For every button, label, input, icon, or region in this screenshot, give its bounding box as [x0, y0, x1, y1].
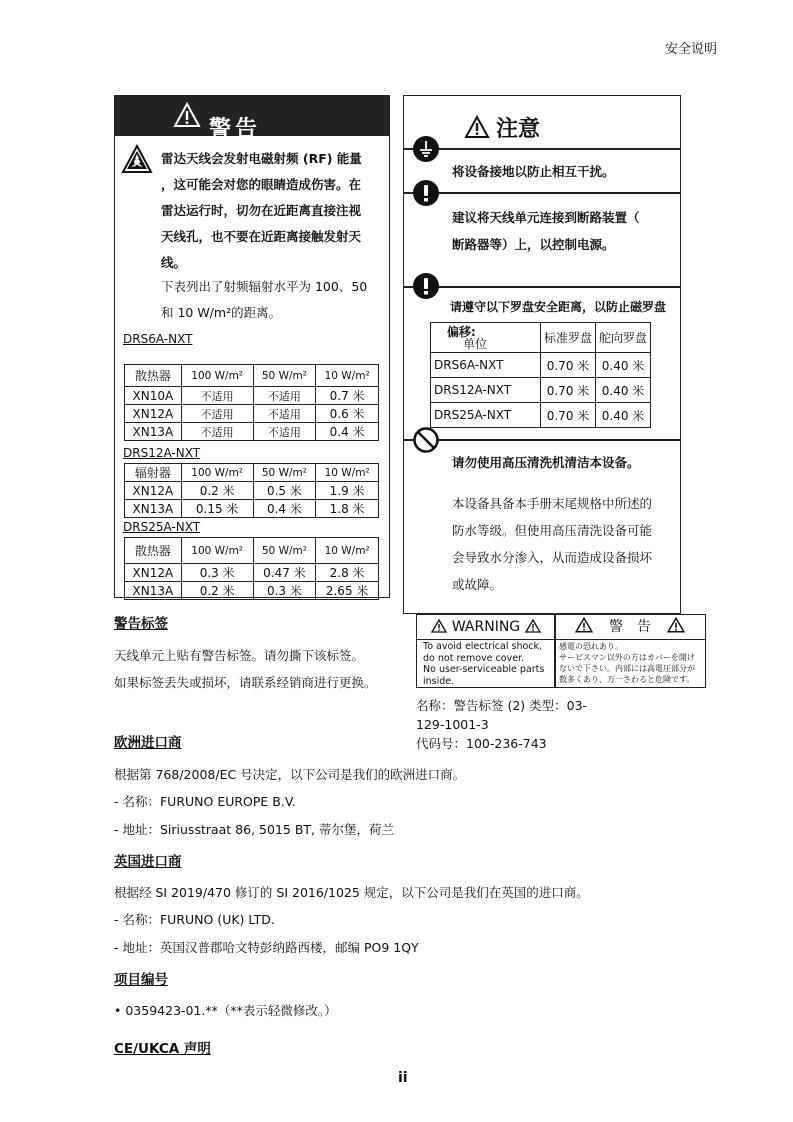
td: 0.47 米 [253, 564, 316, 582]
th: 10 W/m² [316, 538, 379, 564]
td: 0.40 米 [596, 403, 651, 428]
divider [403, 286, 681, 288]
warning-label-jp [554, 614, 706, 688]
warning-triangle-icon [431, 619, 447, 633]
td: 0.70 米 [541, 403, 596, 428]
caution-box [403, 95, 681, 614]
td: 0.70 米 [541, 378, 596, 403]
divider [403, 192, 681, 194]
distance-note [161, 274, 383, 326]
label-jp-line: 数多くあり、万一さわると危険です。 [559, 675, 695, 684]
td: XN10A [125, 387, 182, 405]
td: 1.8 米 [316, 500, 379, 518]
uk-line: - 名称：FURUNO (UK) LTD. [114, 912, 275, 927]
model-label: DRS25A-NXT [123, 520, 201, 534]
td: 1.9 米 [316, 482, 379, 500]
td: 0.3 米 [253, 582, 316, 600]
label-en-head [417, 615, 555, 640]
td: 0.70 米 [541, 353, 596, 378]
unit-label: 单位 [463, 336, 488, 351]
page-number: ii [398, 1070, 408, 1086]
warning-label-en [416, 614, 556, 688]
caution-title-text: 注意 [496, 117, 541, 142]
th: 100 W/m² [181, 464, 253, 482]
exclamation-icon [413, 180, 439, 206]
td: 0.4 米 [253, 500, 316, 518]
th: 10 W/m² [316, 464, 379, 482]
caution-title [464, 112, 540, 143]
td: XN12A [125, 564, 182, 582]
eu-importer-heading: 欧洲进口商 [114, 735, 182, 751]
eu-line: 根据第 768/2008/EC 号决定，以下公司是我们的欧洲进口商。 [114, 767, 466, 782]
label-info-line: 代码号：100-236-743 [416, 736, 547, 751]
td: 0.15 米 [181, 500, 253, 518]
rf-table-drs12a [124, 463, 379, 518]
caution-line: 防水等级。但使用高压清洗设备可能 [452, 523, 653, 538]
td: 0.3 米 [181, 564, 253, 582]
td: 0.2 米 [181, 482, 253, 500]
label-en-line: To avoid electrical shock, [423, 641, 543, 652]
warning-line: 雷达运行时，切勿在近距离直接注视 [161, 203, 362, 218]
label-en-title: WARNING [451, 619, 521, 635]
caution-washer-detail [452, 490, 680, 598]
td: DRS25A-NXT [431, 403, 541, 428]
th: 辐射器 [125, 464, 182, 482]
td: 不适用 [181, 387, 253, 405]
td: 不适用 [253, 387, 316, 405]
warning-triangle-icon [575, 617, 593, 633]
eu-line: - 名称：FURUNO EUROPE B.V. [114, 794, 296, 809]
td: XN12A [125, 482, 182, 500]
warning-line: 雷达天线会发射电磁射频 (RF) 能量 [161, 151, 362, 166]
th: 50 W/m² [253, 365, 316, 387]
label-jp-line: サービスマン以外の方はカバーを開け [559, 653, 695, 662]
caution-washer-text: 请勿使用高压清洗机清洁本设备。 [452, 455, 640, 470]
label-en-line: do not remove cover. [423, 652, 525, 664]
warning-label-heading: 警告标签 [114, 616, 168, 632]
td: XN13A [125, 500, 182, 518]
td: XN13A [125, 582, 182, 600]
td: XN12A [125, 405, 182, 423]
radiation-hazard-icon [121, 144, 153, 174]
caution-compass-text: 请遵守以下罗盘安全距离，以防止磁罗盘 [450, 300, 667, 314]
offset-label: 偏移: [447, 324, 476, 339]
td: 0.6 米 [316, 405, 379, 423]
caution-breaker-text [452, 204, 680, 258]
label-jp-line: 感電の恐れあり。 [559, 642, 623, 651]
td: 不适用 [253, 405, 316, 423]
td: DRS12A-NXT [431, 378, 541, 403]
ground-icon [413, 136, 439, 162]
uk-line: 根据经 SI 2019/470 修订的 SI 2016/1025 规定，以下公司是我们在英国的进口商。 [114, 885, 589, 900]
td: 0.2 米 [181, 582, 253, 600]
td: 0.4 米 [316, 423, 379, 441]
caution-line: 建议将天线单元连接到断路装置（ [452, 210, 640, 225]
td: 不适用 [181, 423, 253, 441]
rf-table-drs6a [124, 364, 379, 441]
label-info-line: 129-1001-3 [416, 717, 489, 732]
th: 10 W/m² [316, 365, 379, 387]
th: 50 W/m² [253, 464, 316, 482]
ce-ukca-heading: CE/UKCA 声明 [114, 1041, 211, 1057]
uk-line: - 地址：英国汉普郡哈文特彭纳路西楼，邮编 PO9 1QY [114, 940, 419, 955]
label-jp-body [559, 641, 695, 685]
td: 2.65 米 [316, 582, 379, 600]
td: 0.7 米 [316, 387, 379, 405]
item-number-heading: 项目编号 [114, 972, 168, 988]
th: 100 W/m² [181, 538, 253, 564]
no-pressure-washer-icon [412, 426, 440, 454]
eu-line: - 地址：Siriusstraat 86, 5015 BT, 蒂尔堡，荷兰 [114, 822, 394, 837]
warning-text [161, 146, 383, 276]
label-en-body [423, 641, 544, 687]
label-jp-title: 警 告 [609, 619, 651, 635]
divider [403, 148, 681, 150]
th: 散热器 [125, 365, 182, 387]
td: 0.40 米 [596, 378, 651, 403]
label-jp-head [555, 615, 705, 640]
compass-distance-table [430, 322, 651, 428]
td: 0.40 米 [596, 353, 651, 378]
td: DRS6A-NXT [431, 353, 541, 378]
caution-line: 本设备具备本手册末尾规格中所述的 [452, 496, 653, 511]
caution-triangle-icon [464, 115, 490, 139]
label-name-info [416, 696, 587, 753]
item-number-line: • 0359423-01.**（**表示轻微修改。） [114, 1003, 337, 1018]
distance-line: 和 10 W/m²的距离。 [161, 305, 282, 320]
warning-line: 天线孔，也不要在近距离接触发射天 [161, 229, 362, 244]
label-line: 如果标签丢失或损坏，请联系经销商进行更换。 [114, 675, 377, 690]
model-label: DRS12A-NXT [123, 446, 201, 460]
th: 舵向罗盘 [596, 323, 651, 353]
warning-triangle-icon [525, 619, 541, 633]
td: 2.8 米 [316, 564, 379, 582]
th: 100 W/m² [181, 365, 253, 387]
divider [403, 439, 681, 441]
warning-triangle-icon [667, 617, 685, 633]
warning-title: 警告 [209, 117, 262, 142]
warning-line: 线。 [161, 255, 187, 270]
label-line: 天线单元上贴有警告标签。请勿撕下该标签。 [114, 648, 365, 663]
warning-triangle-icon [173, 102, 201, 128]
warning-box [114, 95, 390, 598]
td: 不适用 [253, 423, 316, 441]
td: 0.5 米 [253, 482, 316, 500]
model-label: DRS6A-NXT [123, 332, 193, 346]
th: 50 W/m² [253, 538, 316, 564]
caution-line: 或故障。 [452, 577, 503, 592]
caution-line: 会导致水分渗入，从而造成设备损坏 [452, 550, 653, 565]
th [431, 323, 541, 353]
caution-ground-text: 将设备接地以防止相互干扰。 [452, 164, 615, 179]
td: XN13A [125, 423, 182, 441]
th: 标准罗盘 [541, 323, 596, 353]
label-info-line: 名称：警告标签 (2) 类型：03- [416, 698, 588, 713]
label-en-line: No user-serviceable parts [423, 664, 545, 675]
warning-title-bar [115, 96, 389, 142]
exclamation-icon [413, 273, 439, 299]
page-header: 安全说明 [664, 42, 717, 57]
caution-line: 断路器等）上，以控制电源。 [452, 237, 615, 252]
uk-importer-heading: 英国进口商 [114, 854, 182, 870]
warning-line: ，这可能会对您的眼睛造成伤害。在 [161, 177, 362, 192]
distance-line: 下表列出了射频辐射水平为 100、50 [161, 279, 368, 294]
th: 散热器 [125, 538, 182, 564]
rf-table-drs25a [124, 537, 379, 600]
label-jp-line: ないで下さい。内部には高電圧部分が [559, 664, 695, 673]
label-en-line: inside. [423, 675, 455, 687]
td: 不适用 [181, 405, 253, 423]
